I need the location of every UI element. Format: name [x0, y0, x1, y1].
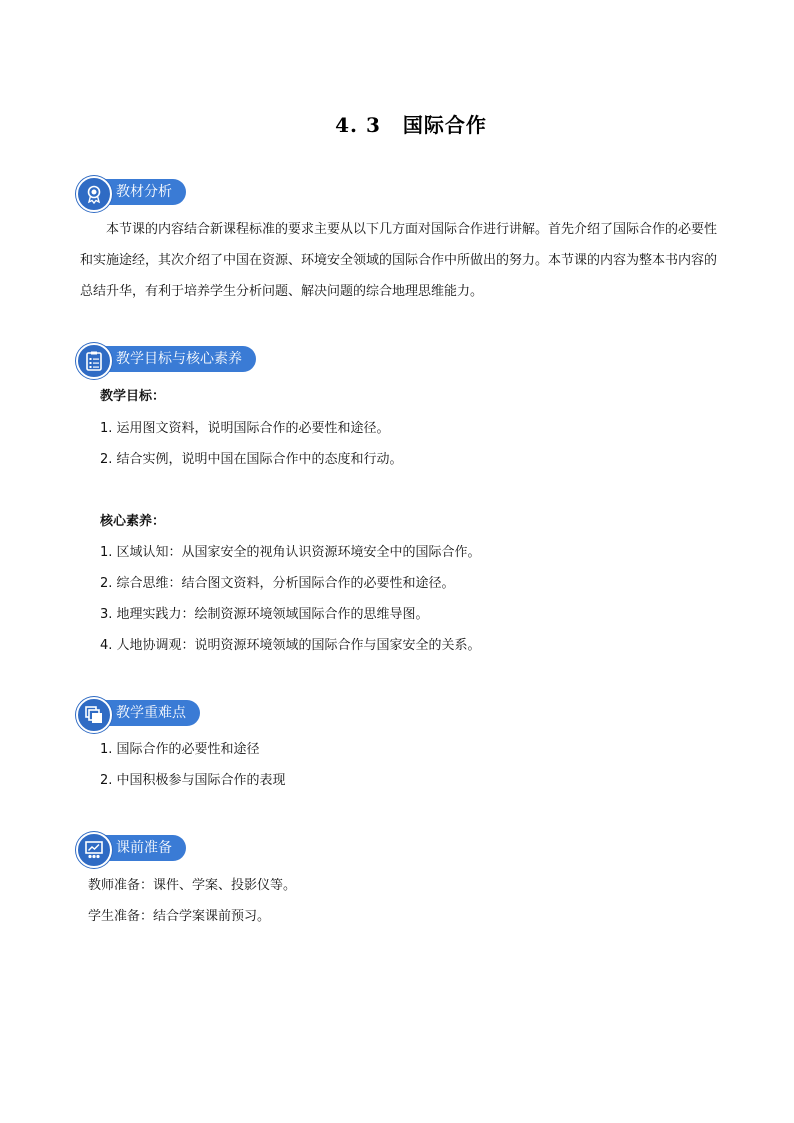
section-number: 4. 3: [335, 113, 381, 137]
core-item: 2. 综合思维：结合图文资料，分析国际合作的必要性和途径。: [100, 576, 455, 591]
material-analysis-paragraph: 本节课的内容结合新课程标准的要求主要从以下几方面对国际合作进行讲解。首先介绍了国际合作的必要性和实施途经，其次介绍了中国在资源、环境安全领域的国际合作中所做出的努力。本节课的内容为整本书内容的总结升华，有利于培养学生分析问题、解决问题的综合地理思维能力。: [80, 222, 718, 299]
layers-icon: [76, 697, 112, 733]
section-header-label: 教学目标与核心素养: [88, 346, 256, 372]
core-item: 4. 人地协调观：说明资源环境领域的国际合作与国家安全的关系。: [100, 638, 481, 653]
core-item: 1. 区域认知：从国家安全的视角认识资源环境安全中的国际合作。: [100, 545, 481, 560]
section-header-label: 课前准备: [88, 835, 186, 861]
checklist-icon: [76, 343, 112, 379]
award-icon: [76, 176, 112, 212]
goal-item: 2. 结合实例，说明中国在国际合作中的态度和行动。: [100, 452, 403, 467]
presentation-icon: [76, 832, 112, 868]
section-title: 国际合作: [402, 113, 487, 137]
student-preparation: 学生准备：结合学案课前预习。: [88, 909, 271, 924]
key-point-item: 1. 国际合作的必要性和途径: [100, 742, 260, 757]
teacher-preparation: 教师准备：课件、学案、投影仪等。: [88, 878, 297, 893]
page-title: [0, 109, 794, 138]
section-header-label: 教材分析: [88, 179, 186, 205]
goal-item: 1. 运用图文资料，说明国际合作的必要性和途径。: [100, 421, 390, 436]
section-header-label: 教学重难点: [88, 700, 200, 726]
key-point-item: 2. 中国积极参与国际合作的表现: [100, 773, 286, 788]
core-item: 3. 地理实践力：绘制资源环境领域国际合作的思维导图。: [100, 607, 429, 622]
goals-heading: 教学目标：: [100, 389, 166, 404]
core-competency-heading: 核心素养：: [100, 514, 166, 529]
